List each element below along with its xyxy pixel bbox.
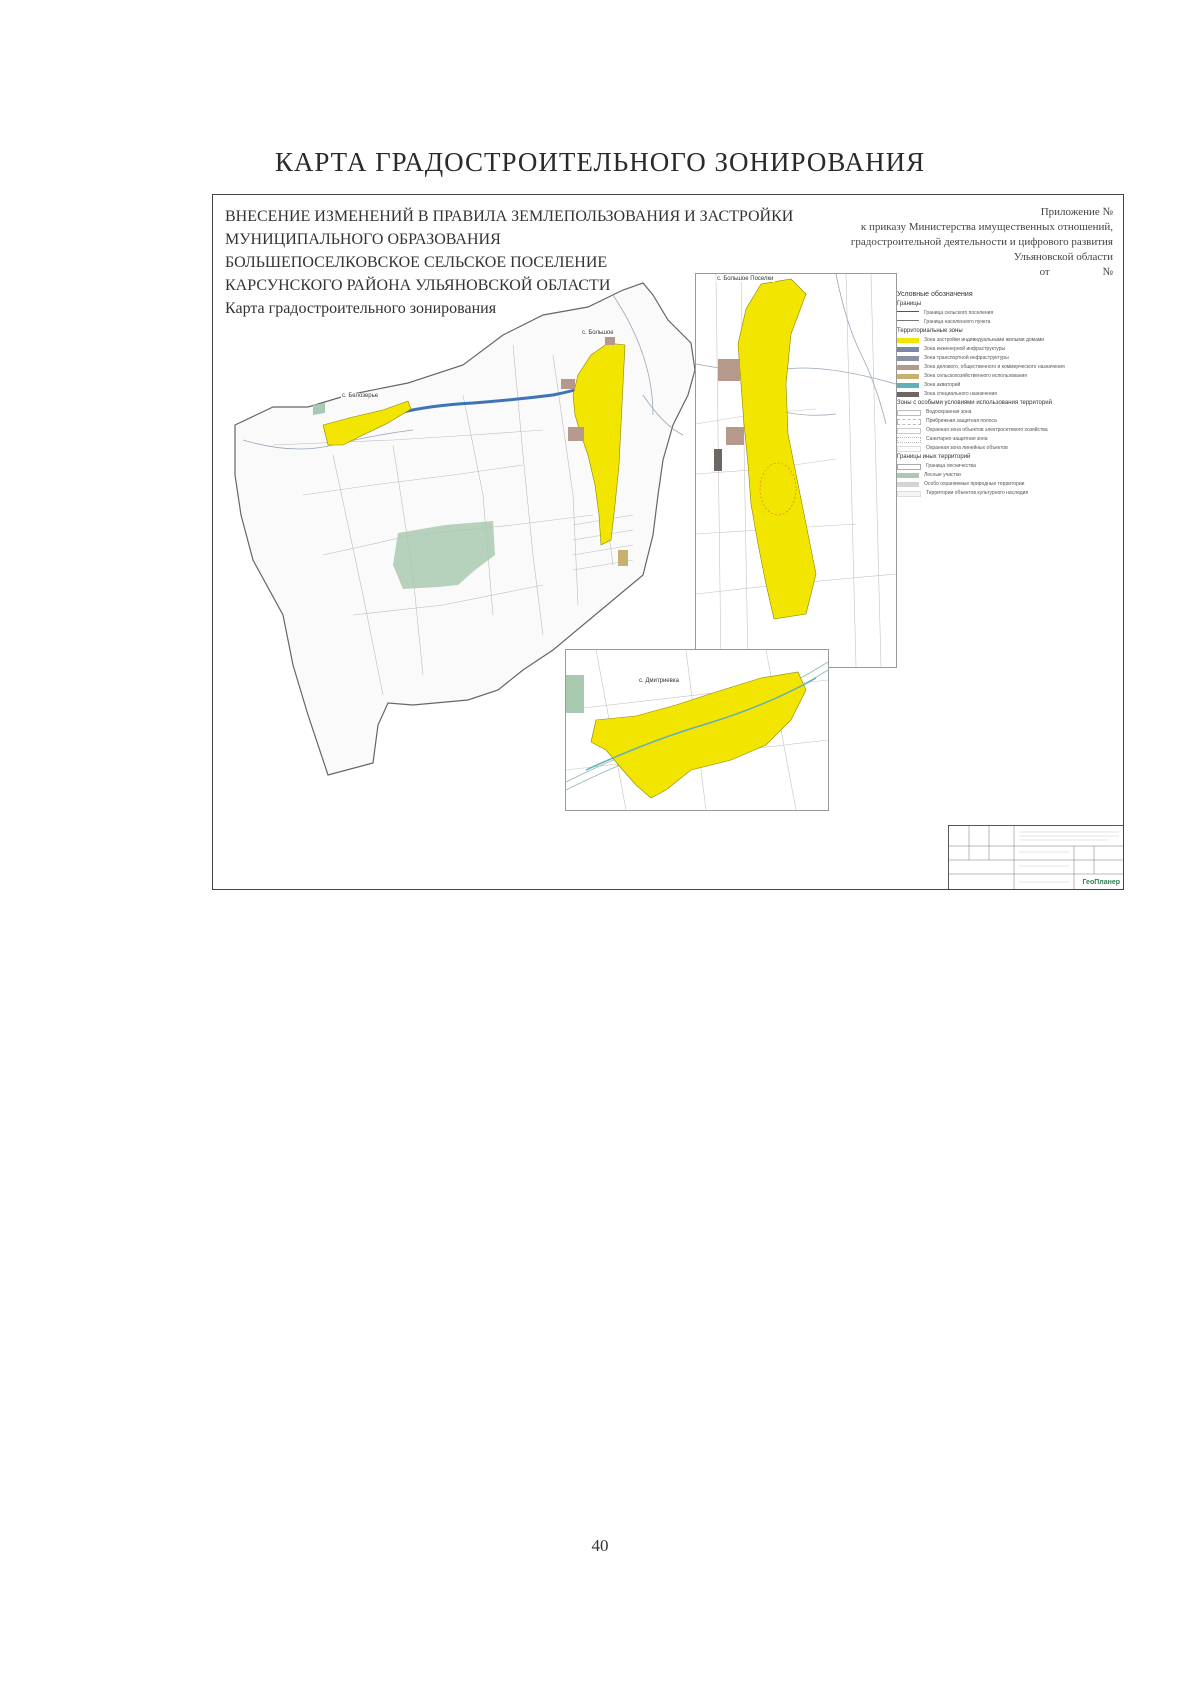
legend-item (897, 346, 1122, 353)
legend-item-label: Зона специального назначения (924, 391, 997, 397)
page-number: 40 (591, 1536, 609, 1555)
legend-swatch (897, 437, 921, 443)
inset-forest (566, 675, 584, 713)
legend-item-label: Территории объектов культурного наследия (926, 490, 1029, 496)
legend-item-label: Зона делового, общественного и коммерческого назначения (924, 364, 1065, 370)
legend-item (897, 427, 1122, 434)
legend-section-heading: Границы иных территорий (897, 454, 971, 460)
sheet-title-line: МУНИЦИПАЛЬНОГО ОБРАЗОВАНИЯ (225, 231, 501, 248)
legend-item (897, 472, 1122, 479)
legend-section-heading: Территориальные зоны (897, 328, 963, 334)
legend-swatch (897, 320, 919, 321)
legend-swatch (897, 356, 919, 361)
stamp-company: ГеоПланер (1082, 879, 1120, 886)
inset-village-zone (738, 279, 816, 619)
legend-item-label: Особо охраняемые природные территории (924, 481, 1025, 487)
village-label-central: с. Большое (582, 330, 614, 336)
legend-swatch (897, 347, 919, 352)
legend-swatch (897, 365, 919, 370)
legend-item (897, 436, 1122, 443)
legend-item (897, 310, 1122, 317)
legend-item-label: Зона транспортной инфраструктуры (924, 355, 1009, 361)
appendix-note (813, 205, 1113, 280)
legend-swatch (897, 311, 919, 312)
legend-swatch (897, 374, 919, 379)
legend-item-label: Санитарно-защитная зона (926, 436, 988, 442)
legend-item (897, 364, 1122, 371)
legend-swatch (897, 392, 919, 397)
legend-item (897, 490, 1122, 497)
legend-item (897, 373, 1122, 380)
legend-section-heading: Границы (897, 301, 921, 307)
legend-item (897, 445, 1122, 452)
inset-village-label: с. Большое Поселки (717, 276, 774, 282)
legend-swatch (897, 446, 921, 452)
legend-item (897, 481, 1122, 488)
legend (897, 291, 1122, 499)
legend-swatch (897, 338, 919, 343)
legend-swatch (897, 410, 921, 416)
legend-item-label: Охранная зона объектов электросетевого хозяйства (926, 427, 1048, 433)
title-stamp (948, 825, 1124, 890)
legend-item (897, 409, 1122, 416)
legend-swatch (897, 383, 919, 388)
sheet-title-line: ВНЕСЕНИЕ ИЗМЕНЕНИЙ В ПРАВИЛА ЗЕМЛЕПОЛЬЗОВАНИЯ И ЗАСТРОЙКИ (225, 208, 794, 225)
map-sheet (212, 194, 1124, 890)
legend-swatch (897, 491, 921, 497)
legend-item (897, 355, 1122, 362)
legend-item-label: Лесные участки (924, 472, 961, 478)
appendix-line: Приложение № (1040, 206, 1113, 218)
legend-item-label: Граница населенного пункта (924, 319, 991, 325)
legend-item (897, 337, 1122, 344)
appendix-line: градостроительной деятельности и цифрового развития (850, 236, 1113, 248)
legend-item-label: Зона застройки индивидуальными жилыми домами (924, 337, 1045, 343)
appendix-line: к приказу Министерства имущественных отношений, (860, 221, 1113, 233)
legend-item-label: Прибрежная защитная полоса (926, 418, 997, 424)
inset-map-lower-drawing (566, 650, 828, 810)
sheet-subtitle: Карта градостроительного зонирования (225, 300, 497, 317)
sheet-title-line: КАРСУНСКОГО РАЙОНА УЛЬЯНОВСКОЙ ОБЛАСТИ (225, 277, 611, 294)
page-title: КАРТА ГРАДОСТРОИТЕЛЬНОГО ЗОНИРОВАНИЯ (274, 147, 926, 177)
legend-swatch (897, 428, 921, 434)
appendix-number-label: № (1102, 266, 1113, 278)
inset-map-village-drawing (696, 274, 896, 667)
legend-swatch (897, 419, 921, 425)
appendix-date-label: от (1039, 266, 1050, 278)
legend-swatch (897, 473, 919, 478)
legend-item (897, 463, 1122, 470)
inset-map-lower (565, 649, 829, 811)
legend-item-label: Зона инженерной инфраструктуры (924, 346, 1006, 352)
legend-swatch (897, 482, 919, 487)
legend-item-label: Граница сельского поселения (924, 310, 994, 316)
legend-item (897, 418, 1122, 425)
legend-item (897, 382, 1122, 389)
legend-item-label: Зона акваторий (924, 382, 961, 388)
appendix-line: Ульяновской области (1013, 251, 1113, 263)
inset-map-village (695, 273, 897, 668)
legend-swatch (897, 464, 921, 470)
legend-item (897, 391, 1122, 398)
sheet-title-line: БОЛЬШЕПОСЕЛКОВСКОЕ СЕЛЬСКОЕ ПОСЕЛЕНИЕ (225, 254, 608, 271)
inset-lower-label: с. Дмитриевка (639, 678, 679, 684)
legend-section-heading: Зоны с особыми условиями использования территорий (897, 400, 1052, 406)
legend-title: Условные обозначения (897, 291, 973, 298)
legend-item-label: Граница лесничества (926, 463, 976, 469)
legend-item (897, 319, 1122, 326)
legend-item-label: Водоохранная зона (926, 409, 972, 415)
inset-lower-zone (591, 672, 806, 798)
village-label-west: с. Белозерье (342, 393, 379, 399)
legend-item-label: Зона сельскохозяйственного использования (924, 373, 1028, 379)
legend-item-label: Охранная зона линейных объектов (926, 445, 1008, 451)
